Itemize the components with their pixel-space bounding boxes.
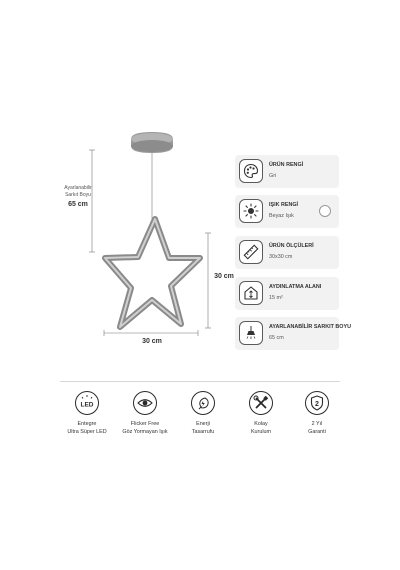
- cable-label-line1: Ayarlanabilir: [64, 185, 92, 191]
- spec-dimensions: [235, 236, 339, 269]
- warranty-icon-text: 2: [315, 401, 319, 408]
- pendant-lamp-icon: [239, 321, 263, 345]
- spec-adjustable-cable: [235, 317, 351, 350]
- cable-length-label: [58, 185, 98, 199]
- feature-label-line2: Tasarrufu: [191, 429, 215, 435]
- feature-label: [287, 420, 347, 436]
- height-dimension-line: [205, 233, 211, 328]
- width-value: 30 cm: [142, 338, 162, 345]
- led-icon: [75, 391, 99, 415]
- spec-title: ÜRÜN RENGİ: [269, 162, 304, 168]
- spec-value: 30x30 cm: [269, 254, 293, 260]
- feature-energy-saving: [173, 391, 233, 436]
- warranty-shield-icon: [305, 391, 329, 415]
- feature-label-line2: Ultra Süper LED: [67, 429, 107, 435]
- ceiling-canopy: [131, 132, 173, 153]
- spec-light-color: [235, 195, 339, 228]
- tools-icon: [249, 391, 273, 415]
- spec-title: ÜRÜN ÖLÇÜLERİ: [269, 243, 314, 249]
- width-dimension-line: [104, 330, 198, 336]
- feature-label: [57, 420, 117, 436]
- feature-label: [173, 420, 233, 436]
- sun-icon: [239, 199, 263, 223]
- feature-label-line1: Flicker Free: [130, 421, 160, 427]
- feature-label-line1: Entegre: [77, 421, 97, 427]
- energy-plug-icon: [191, 391, 215, 415]
- feature-label-line1: Kolay: [254, 421, 268, 427]
- feature-warranty: [287, 391, 347, 436]
- light-color-swatch: [319, 205, 331, 217]
- led-icon-text: LED: [80, 401, 94, 409]
- feature-label: [115, 420, 175, 436]
- spec-lighting-area: [235, 277, 339, 310]
- feature-label-line2: Garanti: [308, 429, 326, 435]
- feature-label-line1: Enerji: [196, 421, 210, 427]
- eye-icon: [133, 391, 157, 415]
- section-divider: [60, 381, 340, 382]
- spec-title: IŞIK RENGİ: [269, 202, 299, 208]
- feature-label: [231, 420, 291, 436]
- cable-label-line2: Sarkıt Boyu: [65, 192, 91, 198]
- height-value: 30 cm: [214, 273, 234, 280]
- feature-flicker-free: [115, 391, 175, 436]
- feature-label-line2: Göz Yormayan Işık: [122, 429, 168, 435]
- feature-label-line1: 2 Yıl: [311, 421, 323, 427]
- cable-length-value: 65 cm: [68, 201, 88, 208]
- spec-title: AYARLANABİLİR SARKIT BOYU: [269, 324, 351, 330]
- spec-product-color: [235, 155, 339, 188]
- spec-value: Beyaz Işık: [269, 213, 294, 219]
- spec-value: 15 m²: [269, 295, 283, 301]
- spec-value: Gri: [269, 173, 277, 179]
- area-icon: [239, 281, 263, 305]
- feature-label-line2: Kurulum: [250, 429, 272, 435]
- ruler-icon: [239, 240, 263, 264]
- spec-title: AYDINLATMA ALANI: [269, 284, 322, 290]
- feature-easy-install: [231, 391, 291, 436]
- spec-value: 65 cm: [269, 335, 284, 341]
- feature-integrated-led: [57, 391, 117, 436]
- palette-icon: [239, 159, 263, 183]
- star-lamp: [105, 219, 200, 327]
